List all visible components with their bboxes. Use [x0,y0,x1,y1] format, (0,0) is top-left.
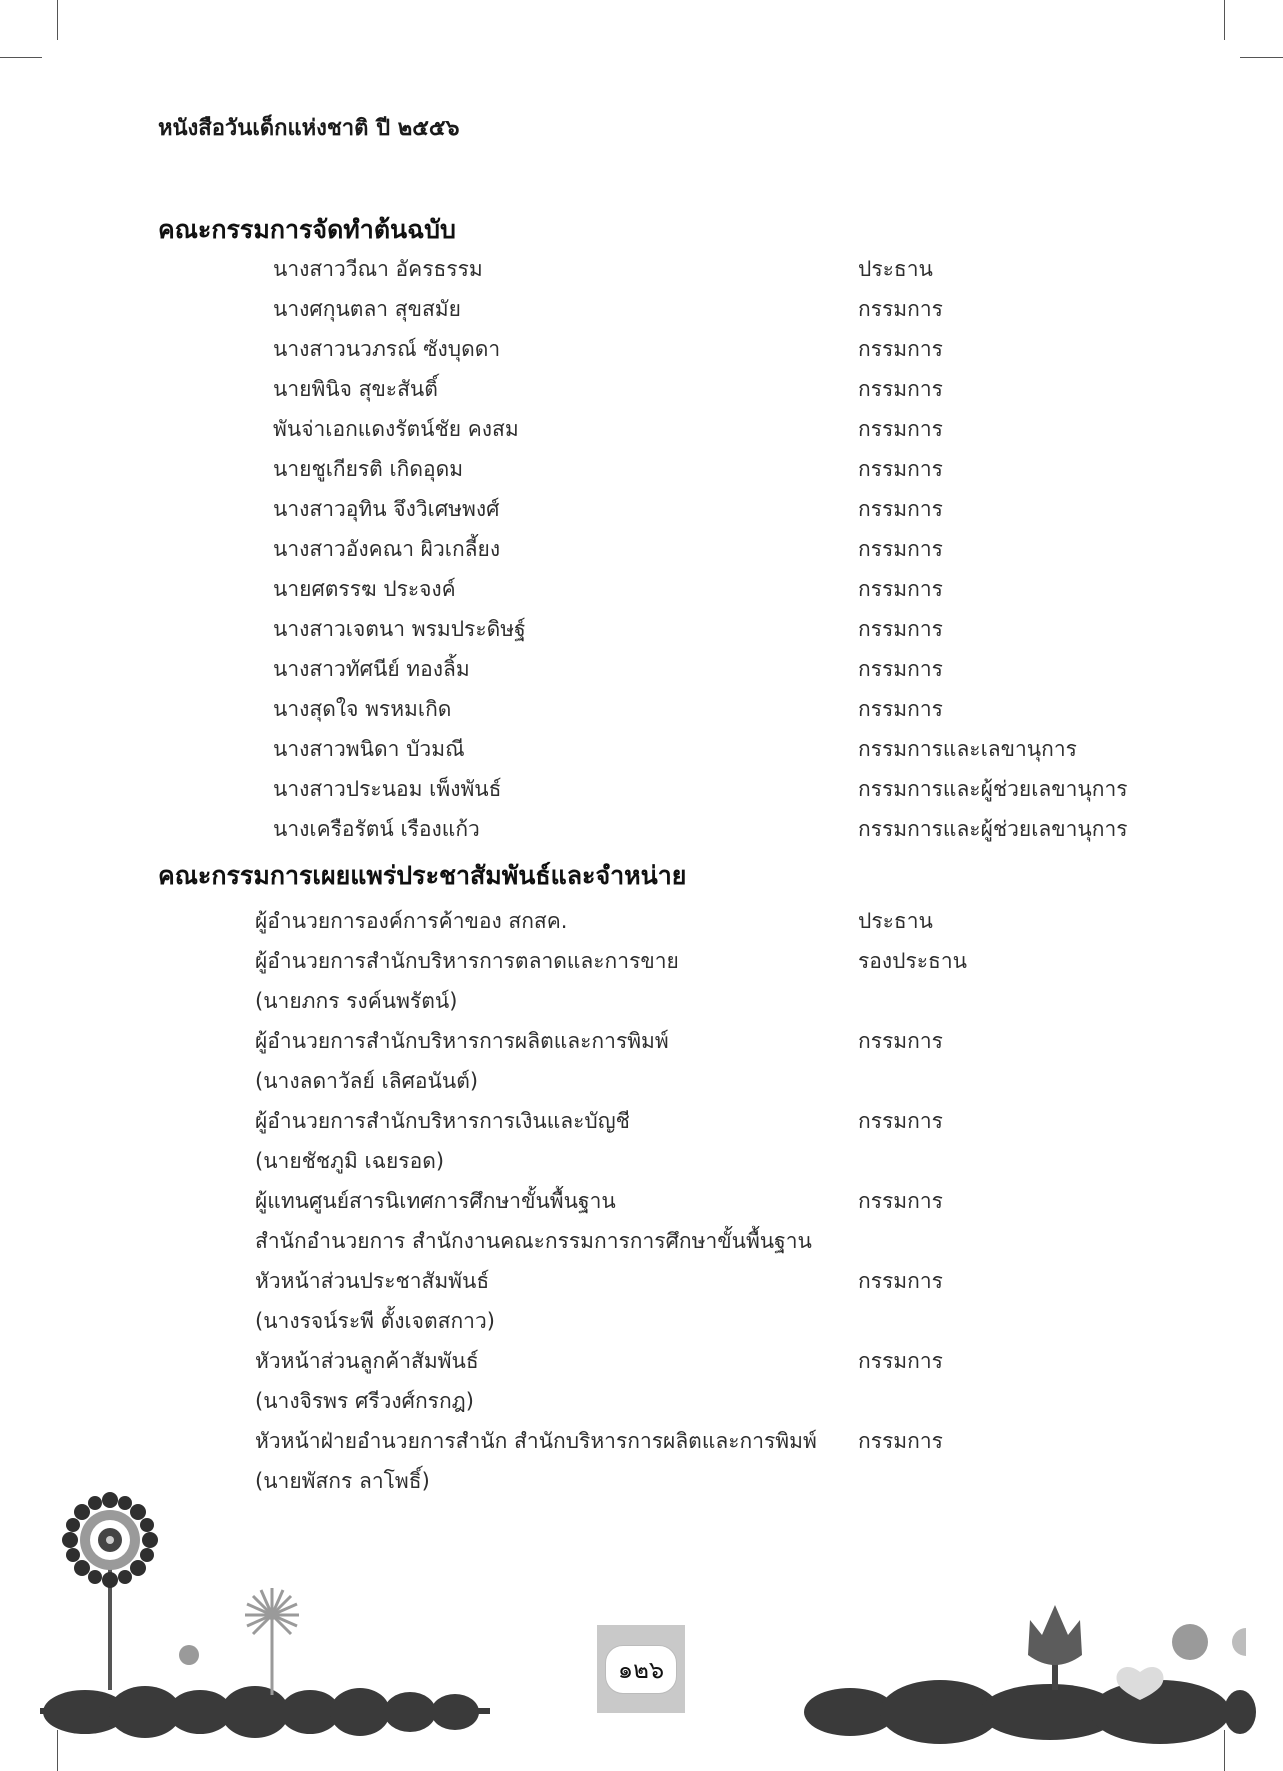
member-role: กรรมการ [858,337,943,361]
member-role: กรรมการ [858,1109,943,1133]
member-name: นางสาวนวภรณ์ ซังบุดดา [273,337,501,361]
member-name: นายชูเกียรติ เกิดอุดม [273,457,464,481]
member-name: นางสาวเจตนา พรมประดิษฐ์ [273,617,526,641]
member-role: กรรมการ [858,697,943,721]
right-hills-icon [804,1680,1256,1744]
section-title-publicity: คณะกรรมการเผยแพร่ประชาสัมพันธ์และจำหน่าย [158,861,687,890]
member-name: ผู้แทนศูนย์สารนิเทศการศึกษาขั้นพื้นฐาน [255,1189,616,1213]
member-name: นางเครือรัตน์ เรืองแก้ว [273,817,480,841]
running-header: หนังสือวันเด็กแห่งชาติ ปี ๒๕๕๖ [158,115,460,141]
member-role: กรรมการ [858,1349,943,1373]
member-role: กรรมการ [858,297,943,321]
member-name: นายศตรรฆ ประจงค์ [273,577,456,601]
member-name: ผู้อำนวยการสำนักบริหารการเงินและบัญชี [255,1109,630,1133]
page-number-wrap [597,1625,685,1713]
page-number: ๑๒๖ [605,1645,677,1694]
dandelion-icon [245,1588,299,1695]
member-role: กรรมการ [858,457,943,481]
member-name: หัวหน้าส่วนประชาสัมพันธ์ [255,1269,490,1293]
member-name: หัวหน้าส่วนลูกค้าสัมพันธ์ [255,1349,479,1373]
member-name: นางศกุนตลา สุขสมัย [273,297,461,321]
member-role: กรรมการ [858,617,943,641]
member-name: พันจ่าเอกแดงรัตน์ชัย คงสม [273,417,519,441]
member-name: นางสาวอังคณา ผิวเกลี้ยง [273,537,501,561]
member-role: กรรมการ [858,417,943,441]
member-name: สำนักอำนวยการ สำนักงานคณะกรรมการการศึกษาขั้นพื้นฐาน [255,1229,812,1253]
member-role: กรรมการและเลขานุการ [858,737,1077,761]
member-role: กรรมการ [858,1429,943,1453]
circle-icon [1172,1624,1208,1660]
member-role: กรรมการและผู้ช่วยเลขานุการ [858,817,1128,841]
tulip-icon [1028,1605,1082,1690]
half-circle-icon [1232,1628,1246,1656]
member-name: (นายภกร รงค์นพรัตน์) [255,989,458,1013]
member-name: (นางรจน์ระพี ตั้งเจตสกาว) [255,1309,495,1333]
section-title-editorial: คณะกรรมการจัดทำต้นฉบับ [158,215,456,244]
left-hills-icon [40,1686,490,1738]
member-name: นางสาววีณา อัครธรรม [273,257,483,281]
member-role: กรรมการ [858,657,943,681]
member-role: กรรมการ [858,577,943,601]
member-name: นางสาวพนิดา บัวมณี [273,737,465,761]
member-name: (นางจิรพร ศรีวงศ์กรกฎ) [255,1389,474,1413]
member-name: ผู้อำนวยการองค์การค้าของ สกสค. [255,909,568,933]
member-role: กรรมการ [858,377,943,401]
page-number-box [597,1625,685,1713]
member-role: รองประธาน [858,949,967,973]
member-role: ประธาน [858,257,933,281]
member-role: กรรมการและผู้ช่วยเลขานุการ [858,777,1128,801]
member-name: นางสาวทัศนีย์ ทองลิ้ม [273,657,470,681]
member-name: ผู้อำนวยการสำนักบริหารการผลิตและการพิมพ์ [255,1029,669,1053]
sunflower-icon [62,1492,158,1690]
member-role: กรรมการ [858,1029,943,1053]
member-role: กรรมการ [858,1189,943,1213]
member-name: (นายชัชภูมิ เฉยรอด) [255,1149,445,1173]
member-name: ผู้อำนวยการสำนักบริหารการตลาดและการขาย [255,949,679,973]
member-role: กรรมการ [858,537,943,561]
member-name: นางสุดใจ พรหมเกิด [273,697,452,721]
member-name: นางสาวอุทิน จึงวิเศษพงศ์ [273,497,500,521]
member-name: นางสาวประนอม เพ็งพันธ์ [273,777,502,801]
member-name: (นายพัสกร ลาโพธิ์) [255,1469,430,1493]
member-name: (นางลดาวัลย์ เลิศอนันต์) [255,1069,479,1093]
dot-icon [179,1645,199,1665]
member-name: นายพินิจ สุขะสันติ์ [273,377,438,401]
member-name: หัวหน้าฝ่ายอำนวยการสำนัก สำนักบริหารการผลิตและการพิมพ์ [255,1429,817,1453]
member-role: กรรมการ [858,1269,943,1293]
member-role: กรรมการ [858,497,943,521]
member-role: ประธาน [858,909,933,933]
